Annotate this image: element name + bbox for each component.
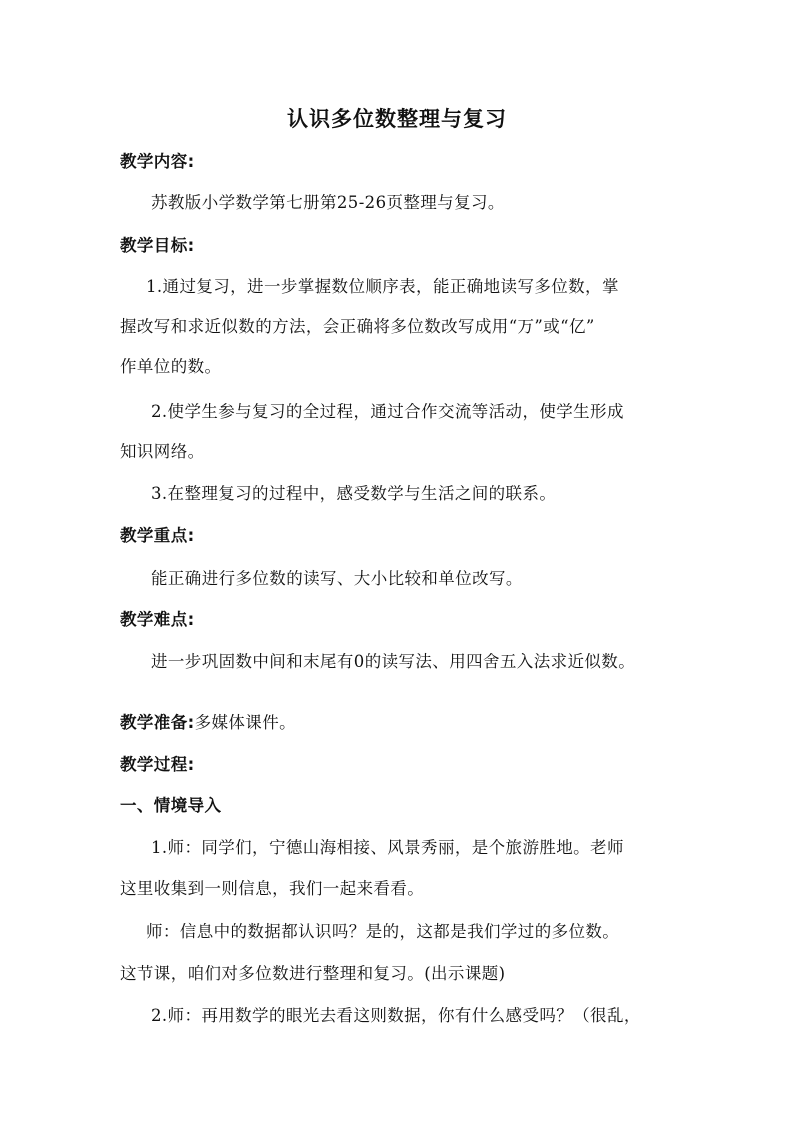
- difficulty-heading: 教学难点:: [120, 610, 195, 629]
- section1-heading: 一、情境导入: [120, 796, 222, 815]
- goal2-line1: 2.使学生参与复习的全过程，通过合作交流等活动，使学生形成: [151, 402, 624, 421]
- process-heading: 教学过程:: [120, 755, 195, 774]
- difficulty-text: 进一步巩固数中间和末尾有0的读写法、用四舍五入法求近似数。: [151, 652, 636, 671]
- goals-heading: 教学目标:: [120, 236, 195, 255]
- p1-line1: 1.师：同学们，宁德山海相接、风景秀丽，是个旅游胜地。老师: [151, 838, 624, 857]
- goal1-line1: 1.通过复习，进一步掌握数位顺序表，能正确地读写多位数，掌: [146, 277, 619, 296]
- prep-heading: 教学准备:: [120, 713, 195, 732]
- p2-line1: 师：信息中的数据都认识吗？是的，这都是我们学过的多位数。: [146, 922, 620, 941]
- prep-text: 多媒体课件。: [194, 713, 297, 732]
- document-title: 认识多位数整理与复习: [287, 107, 507, 131]
- p1-line2: 这里收集到一则信息，我们一起来看看。: [120, 879, 425, 898]
- goal3: 3.在整理复习的过程中，感受数学与生活之间的联系。: [151, 484, 557, 503]
- key-text: 能正确进行多位数的读写、大小比较和单位改写。: [151, 569, 523, 588]
- goal1-line3: 作单位的数。: [120, 357, 222, 376]
- content-heading: 教学内容:: [120, 152, 195, 171]
- goal1-line2: 握改写和求近似数的方法，会正确将多位数改写成用“万”或“亿”: [120, 317, 595, 336]
- key-heading: 教学重点:: [120, 526, 195, 545]
- prep-line: [120, 709, 296, 733]
- p3-line1: 2.师：再用数学的眼光去看这则数据，你有什么感受吗？（很乱，: [151, 1006, 641, 1025]
- goal2-line2: 知识网络。: [120, 442, 205, 461]
- content-text: 苏教版小学数学第七册第25-26页整理与复习。: [151, 193, 505, 212]
- p2-line2: 这节课，咱们对多位数进行整理和复习。(出示课题): [120, 964, 506, 983]
